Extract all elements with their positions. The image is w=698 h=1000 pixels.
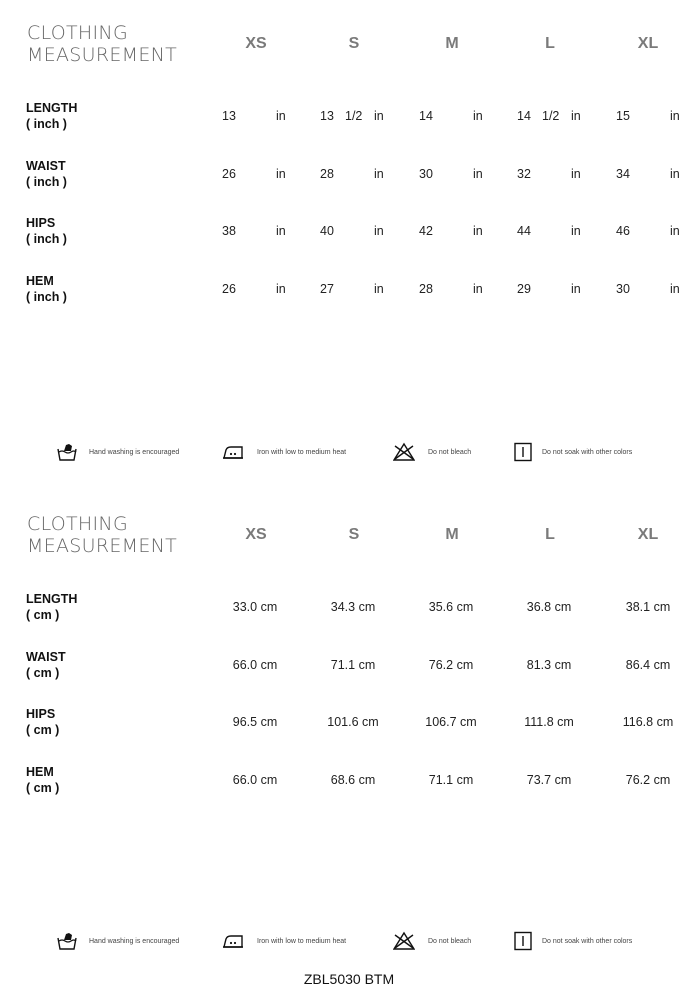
- size-header-l: L: [545, 526, 555, 543]
- value-unit: in: [670, 167, 680, 181]
- value-whole: 32: [517, 167, 531, 181]
- value-fraction: 1/2: [345, 109, 363, 123]
- row-label-hem: [26, 273, 67, 305]
- value-unit: in: [374, 167, 384, 181]
- value-unit: in: [670, 109, 680, 123]
- row-name: WAIST: [26, 650, 66, 664]
- value-unit: in: [571, 167, 581, 181]
- row-name: LENGTH: [26, 101, 78, 115]
- value-unit: in: [374, 224, 384, 238]
- value-unit: in: [374, 282, 384, 296]
- value-unit: in: [670, 282, 680, 296]
- row-unit: ( inch ): [26, 232, 67, 246]
- cm-value: 96.5 cm: [232, 715, 278, 729]
- size-header-xs: XS: [245, 35, 267, 52]
- value-unit: in: [276, 224, 286, 238]
- value-whole: 40: [320, 224, 334, 238]
- value-whole: 42: [419, 224, 433, 238]
- cm-value: 101.6 cm: [327, 715, 379, 729]
- value-unit: in: [276, 167, 286, 181]
- cm-value: 76.2 cm: [428, 658, 474, 672]
- row-label-length: [26, 591, 77, 623]
- row-unit: ( inch ): [26, 290, 67, 304]
- do-not-bleach-icon: [393, 931, 415, 951]
- row-name: HEM: [26, 765, 54, 779]
- value-whole: 38: [222, 224, 236, 238]
- size-header-xl: XL: [637, 35, 659, 52]
- value-whole: 13: [320, 109, 334, 123]
- value-unit: in: [374, 109, 384, 123]
- value-whole: 13: [222, 109, 236, 123]
- hand-wash-icon: [56, 442, 78, 462]
- inch-table-title: [27, 22, 177, 66]
- care-instruction-text: Do not soak with other colors: [542, 449, 633, 456]
- iron-low-medium-icon: [222, 442, 244, 462]
- title-line-1: CLOTHING: [27, 22, 128, 44]
- do-not-soak-icon: [512, 931, 534, 951]
- row-name: HIPS: [26, 707, 56, 721]
- value-unit: in: [276, 109, 286, 123]
- size-header-m: M: [445, 526, 459, 543]
- value-unit: in: [473, 167, 483, 181]
- cm-value: 38.1 cm: [625, 600, 671, 614]
- title-line-2: MEASUREMENT: [27, 535, 178, 557]
- row-label-hips: [26, 215, 67, 247]
- care-instruction-text: Hand washing is encouraged: [89, 449, 180, 456]
- value-whole: 15: [616, 109, 630, 123]
- size-header-s: S: [348, 526, 360, 543]
- do-not-soak-icon: [512, 442, 534, 462]
- size-header-m: M: [445, 35, 459, 52]
- value-unit: in: [571, 109, 581, 123]
- iron-low-medium-icon: [222, 931, 244, 951]
- cm-value: 116.8 cm: [622, 715, 674, 729]
- value-whole: 44: [517, 224, 531, 238]
- cm-value: 71.1 cm: [330, 658, 376, 672]
- value-whole: 26: [222, 167, 236, 181]
- cm-value: 71.1 cm: [428, 773, 474, 787]
- value-unit: in: [571, 282, 581, 296]
- value-whole: 28: [419, 282, 433, 296]
- value-unit: in: [473, 224, 483, 238]
- care-instruction-text: Do not bleach: [428, 449, 472, 456]
- cm-value: 36.8 cm: [526, 600, 572, 614]
- care-instruction-text: Do not bleach: [428, 938, 472, 945]
- cm-table-title: [27, 513, 177, 557]
- hand-wash-icon: [56, 931, 78, 951]
- value-whole: 30: [419, 167, 433, 181]
- size-header-xs: XS: [245, 526, 267, 543]
- title-line-2: MEASUREMENT: [27, 44, 178, 66]
- row-name: WAIST: [26, 159, 66, 173]
- row-label-hips: [26, 706, 59, 738]
- value-unit: in: [571, 224, 581, 238]
- value-whole: 29: [517, 282, 531, 296]
- value-whole: 34: [616, 167, 630, 181]
- cm-value: 73.7 cm: [526, 773, 572, 787]
- size-header-l: L: [545, 35, 555, 52]
- value-fraction: 1/2: [542, 109, 560, 123]
- care-instruction-text: Do not soak with other colors: [542, 938, 633, 945]
- row-label-hem: [26, 764, 59, 796]
- value-whole: 26: [222, 282, 236, 296]
- cm-value: 76.2 cm: [625, 773, 671, 787]
- row-unit: ( cm ): [26, 608, 60, 622]
- cm-value: 33.0 cm: [232, 600, 278, 614]
- care-instruction-text: Iron with low to medium heat: [257, 938, 347, 945]
- do-not-bleach-icon: [393, 442, 415, 462]
- value-unit: in: [276, 282, 286, 296]
- cm-value: 86.4 cm: [625, 658, 671, 672]
- care-instruction-text: Iron with low to medium heat: [257, 449, 347, 456]
- row-unit: ( cm ): [26, 781, 60, 795]
- row-unit: ( cm ): [26, 666, 60, 680]
- cm-value: 34.3 cm: [330, 600, 376, 614]
- value-unit: in: [473, 109, 483, 123]
- size-header-xl: XL: [637, 526, 659, 543]
- row-unit: ( cm ): [26, 723, 60, 737]
- value-whole: 27: [320, 282, 334, 296]
- row-name: LENGTH: [26, 592, 78, 606]
- value-unit: in: [670, 224, 680, 238]
- row-name: HEM: [26, 274, 54, 288]
- value-whole: 46: [616, 224, 630, 238]
- row-unit: ( inch ): [26, 117, 67, 131]
- title-line-1: CLOTHING: [27, 513, 128, 535]
- product-code: ZBL5030 BTM: [303, 971, 395, 987]
- row-label-waist: [26, 158, 67, 190]
- cm-value: 68.6 cm: [330, 773, 376, 787]
- cm-value: 66.0 cm: [232, 658, 278, 672]
- cm-value: 106.7 cm: [425, 715, 477, 729]
- value-unit: in: [473, 282, 483, 296]
- value-whole: 30: [616, 282, 630, 296]
- value-whole: 14: [419, 109, 433, 123]
- row-label-waist: [26, 649, 66, 681]
- size-header-s: S: [348, 35, 360, 52]
- row-unit: ( inch ): [26, 175, 67, 189]
- care-instruction-text: Hand washing is encouraged: [89, 938, 180, 945]
- row-label-length: [26, 100, 77, 132]
- cm-value: 66.0 cm: [232, 773, 278, 787]
- value-whole: 14: [517, 109, 531, 123]
- cm-value: 111.8 cm: [524, 715, 574, 729]
- cm-value: 35.6 cm: [428, 600, 474, 614]
- value-whole: 28: [320, 167, 334, 181]
- row-name: HIPS: [26, 216, 56, 230]
- cm-value: 81.3 cm: [526, 658, 572, 672]
